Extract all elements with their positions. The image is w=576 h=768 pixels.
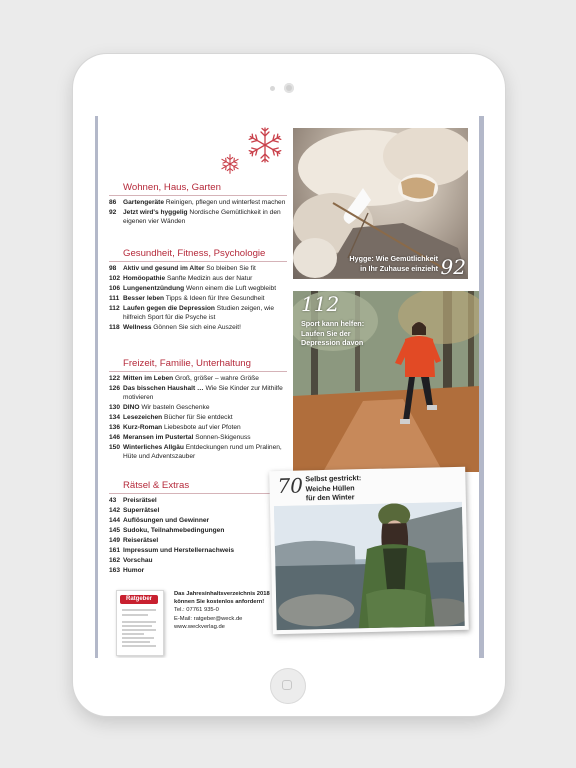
toc-entry[interactable]: [109, 199, 287, 208]
sensor-dot: [270, 86, 275, 91]
toc-section-wohnen: [109, 182, 287, 228]
magazine-page[interactable]: [95, 116, 484, 658]
page-number: 106: [109, 284, 121, 292]
toc-entry[interactable]: [109, 507, 287, 516]
entry-description: Bücher für Sie entdeckt: [162, 413, 233, 421]
page-edge-left: [95, 116, 98, 658]
entry-description: Nordische Gemütlichkeit in den eigenen vier Wänden: [123, 208, 281, 225]
snowflake-icon: [245, 125, 285, 165]
entry-title: Meransen im Pustertal: [123, 433, 194, 441]
home-button[interactable]: [270, 668, 306, 704]
entry-title: Mitten im Leben: [123, 375, 174, 382]
toc-entry[interactable]: [109, 434, 287, 443]
mini-magazine-cover: [116, 590, 164, 656]
toc-section-gesundheit: [109, 248, 287, 334]
entry-title: Lungenentzündung: [123, 284, 185, 292]
toc-entry[interactable]: [109, 265, 287, 274]
section-title: Wohnen, Haus, Garten: [109, 182, 287, 196]
entry-description: Entdeckungen rund um Pralinen, Hüte und Adventszauber: [123, 443, 282, 460]
page-edge-right: [479, 116, 484, 658]
page-number: 142: [109, 506, 121, 514]
page-number: 146: [109, 433, 121, 441]
knitwear-illustration: [274, 502, 465, 630]
page-number: 86: [109, 199, 117, 206]
entry-title: Winterliches Allgäu: [123, 443, 184, 451]
entry-title: Sudoku, Teilnahmebedingungen: [123, 526, 225, 534]
entry-description: Liebesbote auf vier Pfoten: [162, 423, 241, 431]
toc-entry[interactable]: [109, 537, 287, 546]
text-line: [122, 645, 156, 647]
toc-entry[interactable]: [109, 444, 287, 462]
page-number: 161: [109, 546, 121, 554]
entry-title: Auflösungen und Gewinner: [123, 516, 210, 524]
knitwear-image: [274, 502, 465, 630]
entry-title: Homöopathie: [123, 274, 166, 282]
photo-caption: Sport kann helfen: Laufen Sie der Depression davon: [301, 319, 365, 347]
entry-title: Laufen gegen die Depression: [123, 304, 215, 312]
home-button-icon: [282, 680, 292, 690]
toc-entry[interactable]: [109, 324, 287, 333]
page-number: 136: [109, 423, 121, 431]
text-line: [122, 641, 150, 643]
page-number: 122: [109, 375, 121, 382]
promo-phone: Tel.: 07761 935-0: [174, 607, 219, 614]
page-number: 144: [109, 516, 121, 524]
promo-web[interactable]: www.weckverlag.de: [174, 623, 225, 630]
page-number-badge: 92: [440, 255, 466, 279]
toc-entry[interactable]: [109, 424, 287, 433]
entry-title: Reiserätsel: [123, 536, 159, 544]
toc-section-freizeit: [109, 358, 287, 462]
section-title: Rätsel & Extras: [109, 480, 287, 494]
page-number: 145: [109, 526, 121, 534]
text-line: [122, 633, 144, 635]
toc-entry[interactable]: [109, 375, 287, 384]
page-number: 92: [109, 208, 117, 216]
toc-entry[interactable]: [109, 547, 287, 556]
entry-description: Wenn einem die Luft wegbleibt: [184, 284, 277, 292]
snowflake-icon: [219, 153, 241, 175]
entry-title: Das bisschen Haushalt …: [123, 384, 204, 392]
magazine-logo: Ratgeber: [120, 595, 158, 604]
entry-description: Wie Sie Kinder zur Mithilfe motivieren: [123, 384, 283, 401]
photo-hygge[interactable]: [293, 128, 468, 279]
page-number: 43: [109, 497, 117, 504]
toc-entry[interactable]: [109, 209, 287, 227]
entry-description: Reinigen, pflegen und winterfest machen: [164, 199, 286, 206]
toc-entry[interactable]: [109, 567, 287, 576]
page-number: 130: [109, 403, 121, 411]
toc-entry[interactable]: [109, 414, 287, 423]
promo-headline: Das Jahresinhaltsverzeichnis 2018 können Sie kostenlos anfordern!: [174, 591, 270, 606]
entry-description: Groß, größer – wahre Größe: [173, 375, 259, 382]
text-line: [122, 625, 152, 627]
photo-caption: Selbst gestrickt: Weiche Hüllen für den Winter: [305, 473, 362, 503]
photo-runner[interactable]: [293, 291, 479, 472]
toc-entry[interactable]: [109, 275, 287, 284]
entry-description: So bleiben Sie fit: [204, 265, 256, 272]
text-line: [122, 609, 156, 611]
page-number: 102: [109, 274, 121, 282]
entry-title: Lesezeichen: [123, 413, 163, 421]
front-camera: [284, 83, 294, 93]
entry-title: Wellness: [123, 323, 152, 331]
text-line: [122, 621, 156, 623]
toc-entry[interactable]: [109, 517, 287, 526]
entry-title: Besser leben: [123, 294, 165, 302]
page-number: 150: [109, 443, 121, 451]
page-number-badge: 70: [277, 473, 304, 499]
toc-entry[interactable]: [109, 527, 287, 536]
toc-entry[interactable]: [109, 295, 287, 304]
page-number: 162: [109, 556, 121, 564]
entry-description: Studien zeigen, wie hilfreich Sport für die Psyche ist: [123, 304, 274, 321]
page-number: 98: [109, 265, 117, 272]
toc-section-raetsel: [109, 480, 287, 577]
page-number: 111: [109, 294, 120, 302]
toc-entry[interactable]: [109, 404, 287, 413]
entry-title: Superrätsel: [123, 506, 160, 514]
page-number-badge: 112: [301, 292, 340, 316]
page-number: 134: [109, 413, 121, 421]
text-line: [122, 614, 148, 616]
entry-title: Kurz-Roman: [123, 423, 163, 431]
toc-entry[interactable]: [109, 497, 287, 506]
entry-title: Jetzt wird's hyggelig: [123, 208, 188, 216]
page-number: 163: [109, 566, 121, 574]
page-number: 126: [109, 384, 121, 392]
page-number: 112: [109, 304, 120, 312]
entry-title: DINO: [123, 403, 140, 411]
toc-entry[interactable]: [109, 305, 287, 323]
page-number: 149: [109, 536, 121, 544]
toc-entry[interactable]: [109, 557, 287, 566]
section-title: Freizeit, Familie, Unterhaltung: [109, 358, 287, 372]
entry-description: Wir basteln Geschenke: [139, 403, 210, 411]
entry-title: Preisrätsel: [123, 497, 157, 504]
entry-description: Tipps & Ideen für Ihre Gesundheit: [164, 294, 265, 302]
entry-description: Sonnen-Skigenuss: [193, 433, 251, 441]
entry-description: Gönnen Sie sich eine Auszeit!: [151, 323, 241, 331]
page-number: 118: [109, 323, 120, 331]
toc-entry[interactable]: [109, 385, 287, 403]
entry-title: Aktiv und gesund im Alter: [123, 265, 205, 272]
text-line: [122, 629, 156, 631]
promo-email[interactable]: E-Mail: ratgeber@weck.de: [174, 615, 243, 622]
photo-knitwear[interactable]: [269, 467, 469, 634]
entry-title: Gartengeräte: [123, 199, 165, 206]
photo-caption: Hygge: Wie Gemütlichkeit in Ihr Zuhause einzieht: [349, 254, 438, 273]
text-line: [122, 637, 154, 639]
index-order-promo: [116, 590, 288, 658]
section-title: Gesundheit, Fitness, Psychologie: [109, 248, 287, 262]
toc-entry[interactable]: [109, 285, 287, 294]
entry-title: Impressum und Herstellernachweis: [123, 546, 235, 554]
entry-title: Humor: [123, 566, 145, 574]
entry-description: Sanfte Medizin aus der Natur: [165, 274, 253, 282]
entry-title: Vorschau: [123, 556, 153, 564]
